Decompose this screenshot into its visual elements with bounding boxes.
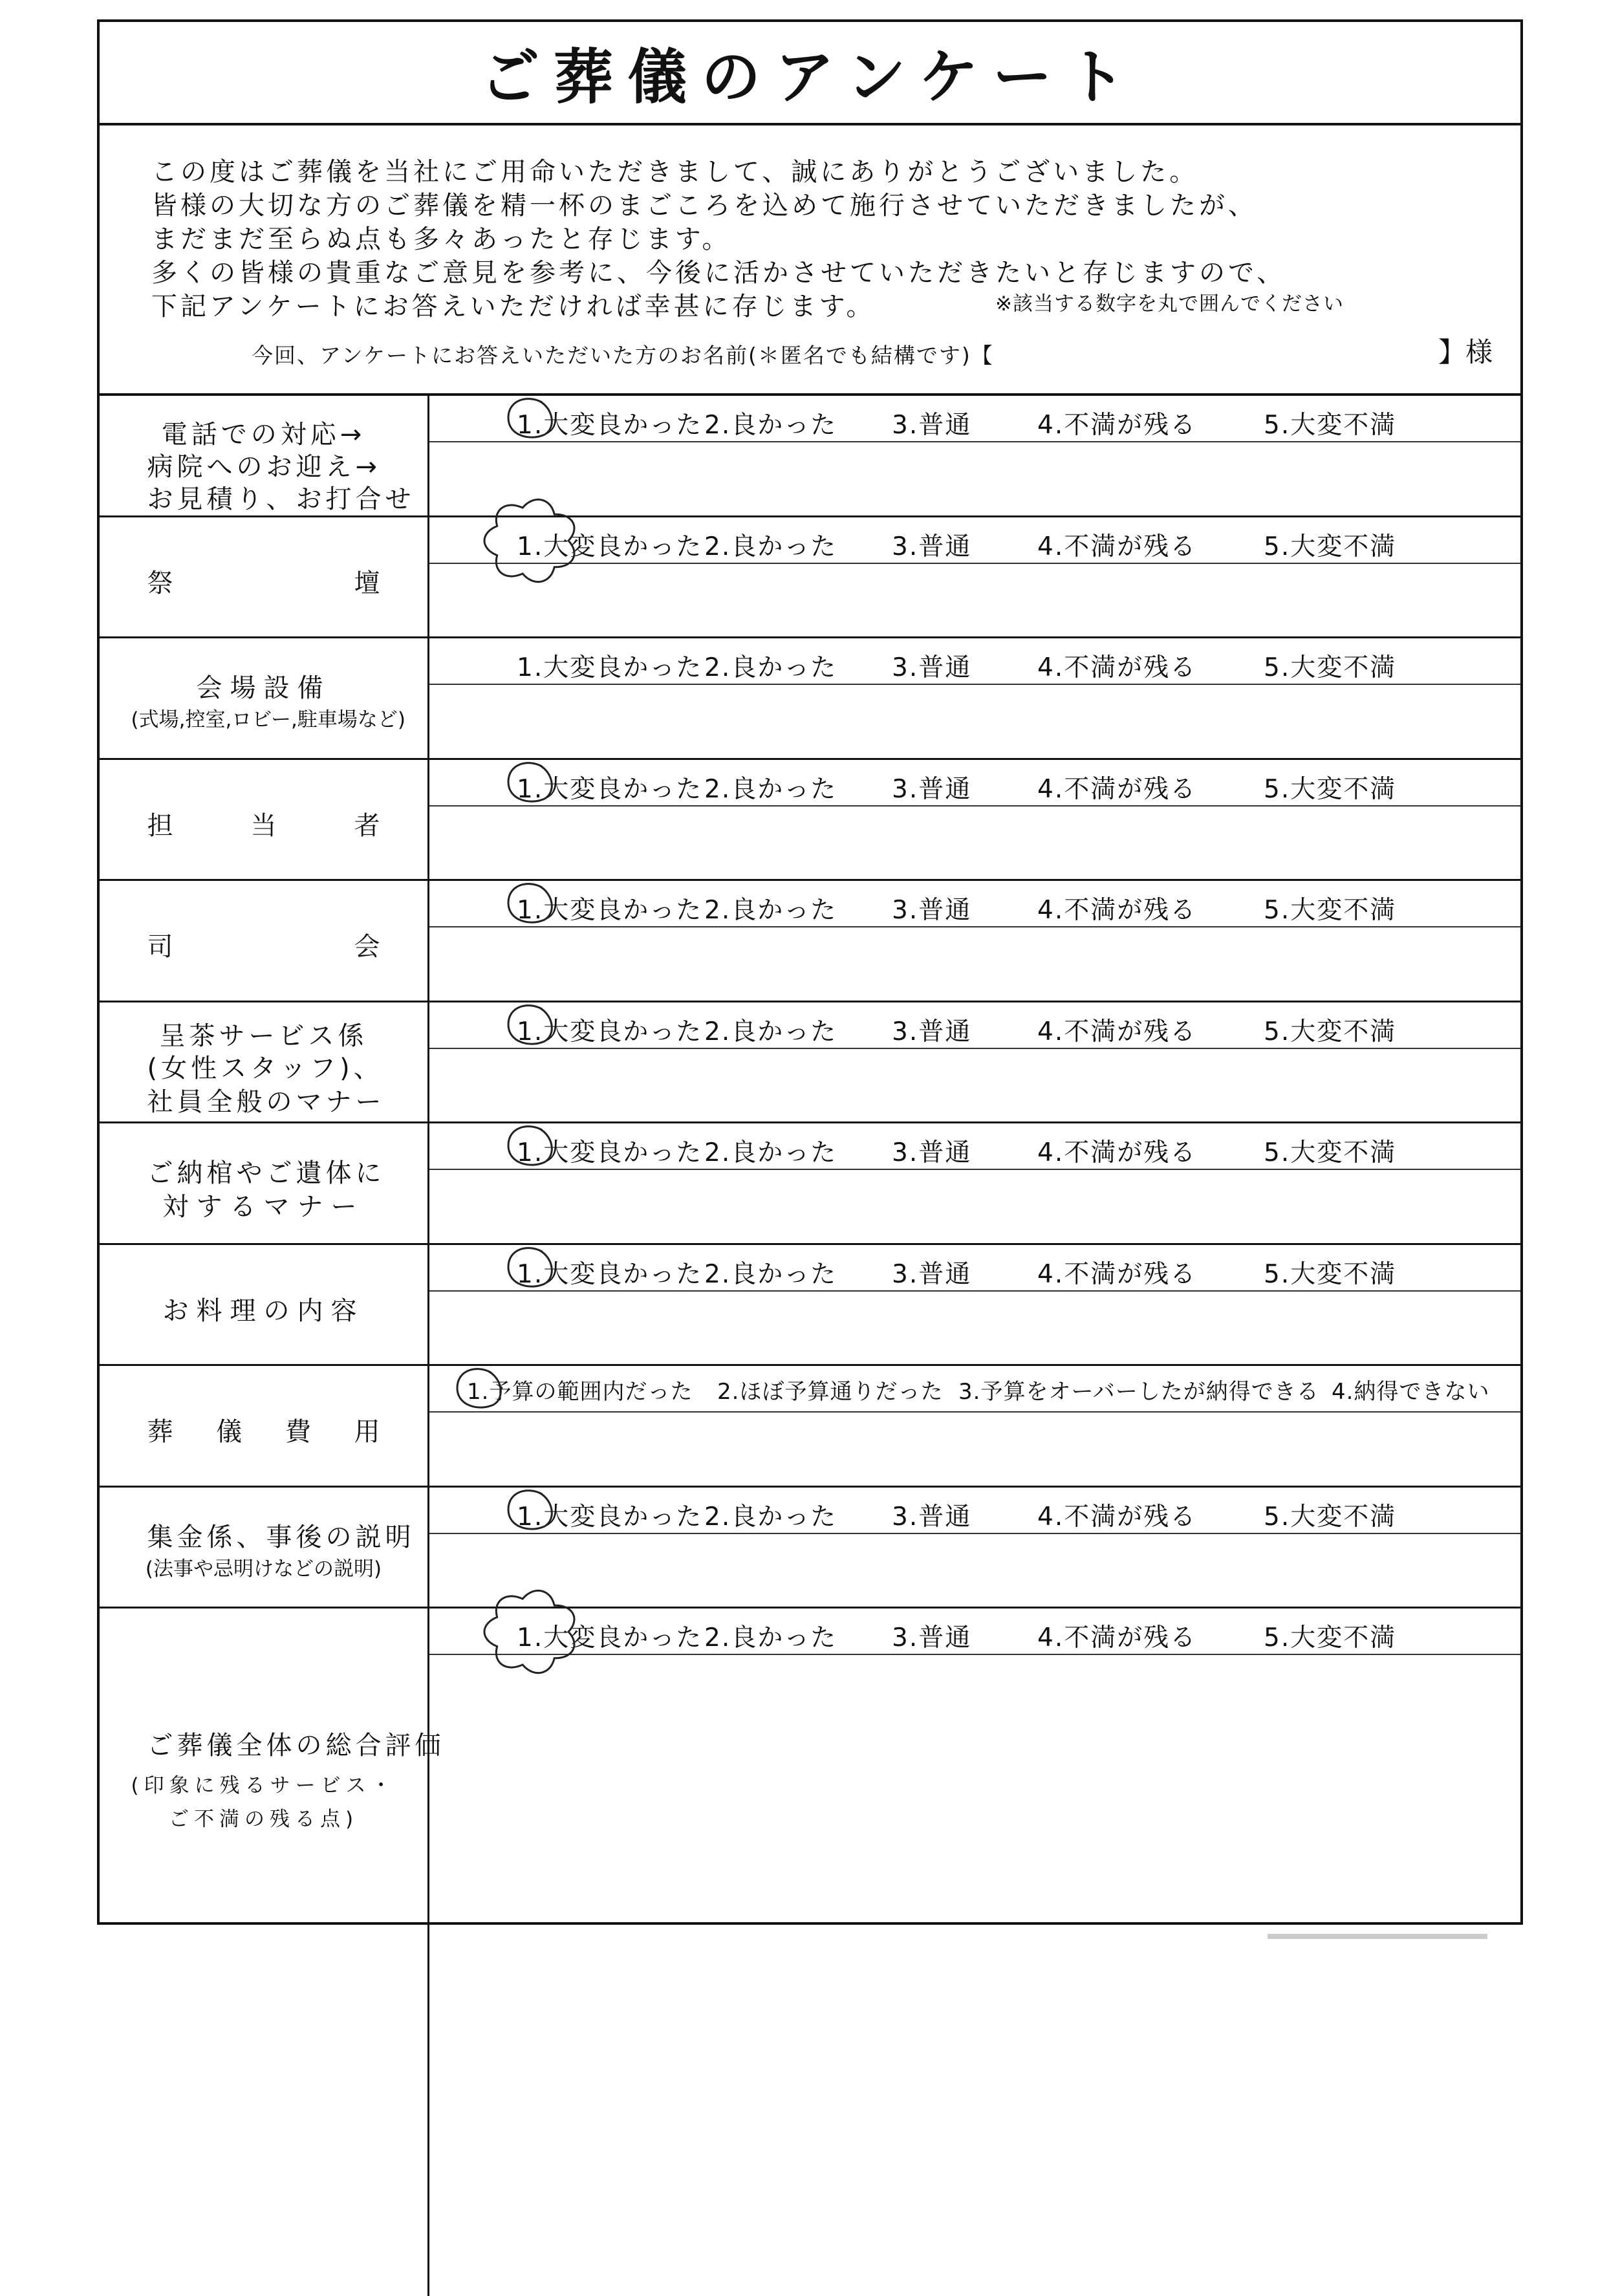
question-label-char: 司 — [147, 932, 173, 962]
intro-line: 下記アンケートにお答えいただければ幸甚に存じます。 — [151, 292, 876, 321]
answer-option-3[interactable]: 3.普通 — [892, 1138, 972, 1167]
answer-option-2[interactable]: 2.良かった — [704, 1502, 837, 1532]
question-label: 呈茶サービス係 — [159, 1021, 368, 1051]
comment-area[interactable] — [436, 930, 1512, 1000]
option-underline — [429, 563, 1520, 564]
page-title: ご葬儀のアンケート — [480, 43, 1140, 112]
question-row — [100, 396, 1520, 517]
question-label-char: 葬 — [147, 1417, 173, 1447]
answer-option-4[interactable]: 4.不満が残る — [1037, 896, 1197, 925]
answer-option-1[interactable]: 1.大変良かった — [517, 653, 703, 682]
question-label-cell — [100, 1002, 429, 1121]
answer-option-3[interactable]: 3.普通 — [892, 653, 972, 682]
question-label-char: 担 — [147, 811, 173, 841]
answer-option-3[interactable]: 3.普通 — [892, 1502, 972, 1532]
question-label-char: 者 — [354, 811, 380, 841]
answer-option-3[interactable]: 3.普通 — [892, 896, 972, 925]
question-label: 対するマナー — [162, 1192, 365, 1222]
question-label-cell — [100, 1245, 429, 1364]
answer-option-5[interactable]: 5.大変不満 — [1264, 653, 1397, 682]
question-label: お見積り、お打合せ — [147, 484, 415, 514]
question-sublabel: (法事や忌明けなどの説明) — [145, 1557, 382, 1581]
comment-area[interactable] — [436, 1294, 1512, 1363]
answer-option-3[interactable]: 3.予算をオーバーしたが納得できる — [958, 1379, 1319, 1405]
answer-option-2[interactable]: 2.ほぼ予算通りだった — [717, 1379, 944, 1405]
question-label: 病院へのお迎え→ — [147, 452, 382, 482]
question-row — [100, 517, 1520, 638]
answer-option-5[interactable]: 5.大変不満 — [1264, 775, 1397, 804]
option-underline — [429, 1048, 1520, 1049]
question-label-cell — [100, 1608, 445, 2296]
comment-area[interactable] — [436, 1658, 1512, 2293]
answer-option-2[interactable]: 2.良かった — [704, 411, 837, 440]
question-label-cell — [100, 396, 429, 515]
answer-option-3[interactable]: 3.普通 — [892, 1260, 972, 1289]
question-row — [100, 1245, 1520, 1366]
question-label-char: 壇 — [354, 569, 380, 598]
question-sublabel: (式場,控室,ロビー,駐車場など) — [131, 708, 406, 731]
question-label — [147, 805, 380, 842]
intro-line: この度はご葬儀を当社にご用命いただきまして、誠にありがとうございました。 — [151, 157, 1199, 187]
question-label — [147, 926, 380, 963]
option-underline — [429, 805, 1520, 807]
question-row — [100, 638, 1520, 760]
option-underline — [429, 1654, 1520, 1655]
respondent-name-field[interactable] — [1044, 334, 1409, 366]
option-underline — [429, 926, 1520, 927]
question-row — [100, 1488, 1520, 1608]
answer-option-5[interactable]: 5.大変不満 — [1264, 1623, 1397, 1652]
answer-option-2[interactable]: 2.良かった — [704, 896, 837, 925]
answer-option-3[interactable]: 3.普通 — [892, 532, 972, 561]
question-row — [100, 1002, 1520, 1123]
question-label: 会場設備 — [196, 673, 331, 703]
answer-option-1[interactable]: 1.大変良かった — [517, 1502, 703, 1532]
comment-area[interactable] — [436, 809, 1512, 878]
answer-option-1[interactable]: 1.大変良かった — [517, 532, 703, 561]
option-underline — [429, 1533, 1520, 1534]
answer-option-4[interactable]: 4.不満が残る — [1037, 775, 1197, 804]
answer-option-2[interactable]: 2.良かった — [704, 653, 837, 682]
answer-option-3[interactable]: 3.普通 — [892, 1623, 972, 1652]
answer-option-4[interactable]: 4.不満が残る — [1037, 1138, 1197, 1167]
question-label: ご納棺やご遺体に — [147, 1158, 385, 1188]
question-row — [100, 760, 1520, 881]
title-box — [100, 22, 1520, 125]
answer-option-1[interactable]: 1.大変良かった — [517, 775, 703, 804]
question-label-cell — [100, 1488, 429, 1607]
survey-sheet — [97, 19, 1523, 1925]
question-label: (女性スタッフ)、 — [147, 1054, 383, 1083]
answer-option-5[interactable]: 5.大変不満 — [1264, 1138, 1397, 1167]
answer-option-4[interactable]: 4.納得できない — [1332, 1379, 1490, 1405]
question-label-cell — [100, 1123, 429, 1243]
question-label-char: 費 — [285, 1417, 311, 1447]
comment-area[interactable] — [436, 1537, 1512, 1606]
answer-option-4[interactable]: 4.不満が残る — [1037, 653, 1197, 682]
answer-option-4[interactable]: 4.不満が残る — [1037, 1502, 1197, 1532]
answer-option-5[interactable]: 5.大変不満 — [1264, 1260, 1397, 1289]
intro-line: まだまだ至らぬ点も多々あったと存じます。 — [151, 224, 731, 254]
answer-option-4[interactable]: 4.不満が残る — [1037, 1623, 1197, 1652]
answer-option-4[interactable]: 4.不満が残る — [1037, 1017, 1197, 1046]
question-row — [100, 1608, 1520, 2296]
question-row — [100, 1123, 1520, 1245]
comment-area[interactable] — [436, 1173, 1512, 1242]
answer-option-1[interactable]: 1.大変良かった — [517, 896, 703, 925]
answer-option-2[interactable]: 2.良かった — [704, 1138, 837, 1167]
answer-option-2[interactable]: 2.良かった — [704, 1017, 837, 1046]
comment-area[interactable] — [436, 445, 1512, 515]
option-underline — [429, 1290, 1520, 1292]
answer-option-5[interactable]: 5.大変不満 — [1264, 896, 1397, 925]
instruction-note: ※該当する数字を丸で囲んでください — [995, 292, 1344, 316]
question-label-char: 用 — [354, 1417, 380, 1447]
question-label: 電話での対応→ — [161, 420, 366, 449]
question-label: 集金係、事後の説明 — [147, 1522, 415, 1552]
question-label-cell — [100, 1366, 429, 1486]
answer-option-1[interactable]: 1.大変良かった — [517, 1623, 703, 1652]
option-underline — [429, 684, 1520, 685]
question-label: ご葬儀全体の総合評価 — [147, 1731, 445, 1760]
answer-option-3[interactable]: 3.普通 — [892, 411, 972, 440]
question-label-cell — [100, 881, 429, 1001]
question-label-cell — [100, 760, 429, 879]
option-underline — [429, 441, 1520, 442]
question-label: お料理の内容 — [162, 1296, 365, 1326]
answer-option-2[interactable]: 2.良かった — [704, 1260, 837, 1289]
question-label-char: 当 — [250, 811, 277, 841]
answer-option-1[interactable]: 1.予算の範囲内だった — [467, 1379, 693, 1405]
answer-option-5[interactable]: 5.大変不満 — [1264, 411, 1397, 440]
scan-edge-mark — [1268, 1934, 1487, 1939]
question-label-cell — [100, 517, 429, 636]
answer-option-4[interactable]: 4.不満が残る — [1037, 532, 1197, 561]
question-label-cell — [100, 638, 429, 758]
comment-area[interactable] — [436, 1415, 1512, 1485]
question-row — [100, 1366, 1520, 1488]
answer-option-5[interactable]: 5.大変不満 — [1264, 532, 1397, 561]
comment-area[interactable] — [436, 567, 1512, 636]
answer-option-4[interactable]: 4.不満が残る — [1037, 411, 1197, 440]
question-sublabel: ご不満の残る点) — [168, 1808, 359, 1831]
answer-option-1[interactable]: 1.大変良かった — [517, 1017, 703, 1046]
comment-area[interactable] — [436, 688, 1512, 757]
intro-line: 多くの皆様の貴重なご意見を参考に、今後に活かさせていただきたいと存じますので、 — [151, 258, 1286, 288]
question-label: 社員全般のマナー — [147, 1087, 385, 1117]
question-label-char: 祭 — [147, 569, 173, 598]
answer-option-5[interactable]: 5.大変不満 — [1264, 1017, 1397, 1046]
question-label-char: 会 — [354, 932, 380, 962]
question-label-char: 儀 — [216, 1417, 243, 1447]
option-underline — [429, 1411, 1520, 1413]
answer-option-3[interactable]: 3.普通 — [892, 1017, 972, 1046]
answer-option-3[interactable]: 3.普通 — [892, 775, 972, 804]
intro-line: 皆様の大切な方のご葬儀を精一杯のまごころを込めて施行させていただきましたが、 — [151, 191, 1257, 221]
question-label — [147, 563, 380, 600]
answer-option-2[interactable]: 2.良かった — [704, 532, 837, 561]
answer-option-4[interactable]: 4.不満が残る — [1037, 1260, 1197, 1289]
question-sublabel: (印象に残るサービス・ — [131, 1774, 396, 1797]
answer-option-1[interactable]: 1.大変良かった — [517, 411, 703, 440]
question-label — [147, 1411, 380, 1448]
option-underline — [429, 1169, 1520, 1170]
answer-option-2[interactable]: 2.良かった — [704, 1623, 837, 1652]
answer-option-1[interactable]: 1.大変良かった — [517, 1138, 703, 1167]
comment-area[interactable] — [436, 1052, 1512, 1121]
name-suffix: 】様 — [1438, 336, 1493, 368]
intro-section — [100, 125, 1520, 396]
answer-option-1[interactable]: 1.大変良かった — [517, 1260, 703, 1289]
answer-option-5[interactable]: 5.大変不満 — [1264, 1502, 1397, 1532]
name-prompt: 今回、アンケートにお答えいただいた方のお名前(＊匿名でも結構です)【 — [252, 343, 994, 368]
answer-option-2[interactable]: 2.良かった — [704, 775, 837, 804]
question-row — [100, 881, 1520, 1002]
